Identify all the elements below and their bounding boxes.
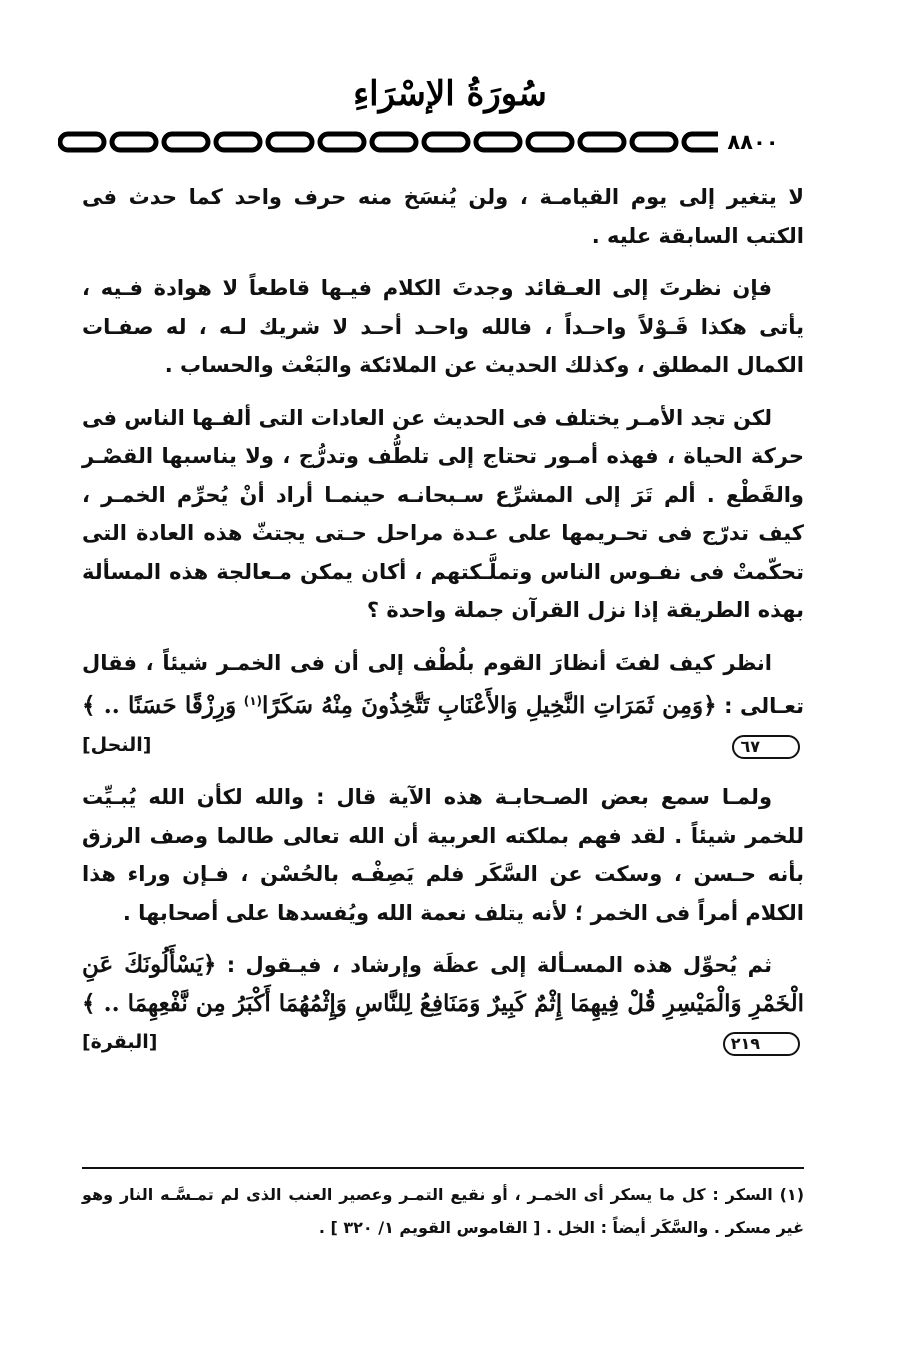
quran-verse-baqara: ﴿يَسْأَلُونَكَ عَنِ الْخَمْرِ وَالْمَيْسِرِ قُلْ فِيهِمَا إِثْمٌ كَبِيرٌ وَمَنَافِعُ لِلنَّاسِ وَإِثْمُهُمَا أَكْبَرُ مِن نَّفْعِهِمَا .. ﴾	[82, 951, 804, 1017]
quran-verse-nahl-end: وَرِزْقًا حَسَنًا .. ﴾	[82, 692, 237, 719]
chain-link	[268, 134, 312, 150]
chain-link	[372, 134, 416, 150]
body-text	[82, 178, 804, 1076]
chain-link	[112, 134, 156, 150]
footnote: (١) السكر : كل ما يسكر أى الخمـر ، أو نقيع التمـر وعصير العنب الذى لم تمـسَّـه النار وهو غير مسكر . والسَّكَر أيضاً : الخل . [ القاموس القويم ١/ ٣٢٠ ] .	[82, 1185, 804, 1237]
chain-link	[424, 134, 468, 150]
header-band	[58, 128, 820, 156]
chain-link	[476, 134, 520, 150]
chain-link	[60, 134, 104, 150]
footnote-marker: (١)	[243, 694, 263, 708]
chain-link	[320, 134, 364, 150]
ayah-number-nahl: ٦٧	[732, 735, 800, 759]
chain-link	[216, 134, 260, 150]
chain-link	[164, 134, 208, 150]
quran-verse-nahl: ﴿وَمِن ثَمَرَاتِ النَّخِيلِ وَالأَعْنَابِ تَتَّخِذُونَ مِنْهُ سَكَرًا	[262, 692, 717, 719]
paragraph-4-intro: انظر كيف لفتَ أنظارَ القوم بلُطْف إلى أن فى الخمـر شيئاً ، فقال تعـالى :	[82, 650, 804, 718]
paragraph-6	[82, 946, 804, 1062]
chain-link	[528, 134, 572, 150]
ornamental-chain-border	[58, 128, 820, 156]
paragraph-3: لكن تجد الأمـر يختلف فى الحديث عن العادات التى ألفـها الناس فى حركة الحياة ، فهذه أمـور تحتاج إلى تلطُّف وتدرُّج ، ولا يناسبها القصْـر والقَطْع . ألم تَرَ إلى المشرِّع سـبحانـه حينمـا أراد أنْ يُحرِّم الخمـر ، كيف تدرّج فى تحـريمها على عـدة مراحل حـتى يجتثّ هذه العادة التى تحكّمتْ فى نفـوس الناس وتملَّـكتهم ، أكان يمكن مـعالجة هذه المسألة بهذه الطريقة إذا نزل القرآن جملة واحدة ؟	[82, 405, 804, 622]
surah-reference-nahl: [النحل]	[82, 733, 152, 756]
surah-title: سُورَةُ الإسْرَاءِ	[353, 74, 547, 114]
footnote-divider	[82, 1167, 804, 1169]
paragraph-1: لا يتغير إلى يوم القيامـة ، ولن يُنسَخ منه حرف واحد كما حدث فى الكتب السابقة عليه .	[82, 185, 804, 248]
surah-reference-baqara: [البقرة]	[82, 1031, 158, 1053]
paragraph-4	[82, 644, 804, 765]
paragraph-5: ولمـا سمع بعض الصـحابـة هذه الآية قال : والله لكأن الله يُبـيِّت للخمر شيئاً . لقد فهم بملكته العربية أن الله تعالى طالما وصف الرزق بأنه حـسن ، وسكت عن السَّكَر فلم يَصِفْـه بالحُسْن ، فـإن وراء هذا الكلام أمراً فى الخمر ؛ لأنه يتلف نعمة الله ويُفسدها على أصحابها .	[82, 785, 804, 925]
chain-link	[580, 134, 624, 150]
paragraph-6-intro: ثم يُحوِّل هذه المسـألة إلى عظَة وإرشاد ، فيـقول :	[226, 953, 772, 977]
page-number: ٨٨٠٠	[718, 128, 788, 156]
ayah-number-baqara: ٢١٩	[723, 1032, 800, 1056]
paragraph-2: فإن نظرتَ إلى العـقائد وجدتَ الكلام فيـها قاطعاً لا هوادة فـيه ، يأتى هكذا قَـوْلاً واحـداً ، فالله واحـد أحـد لا شريك لـه ، له صفـات الكمال المطلق ، وكذلك الحديث عن الملائكة والبَعْث والحساب .	[82, 276, 804, 377]
chain-link	[632, 134, 676, 150]
